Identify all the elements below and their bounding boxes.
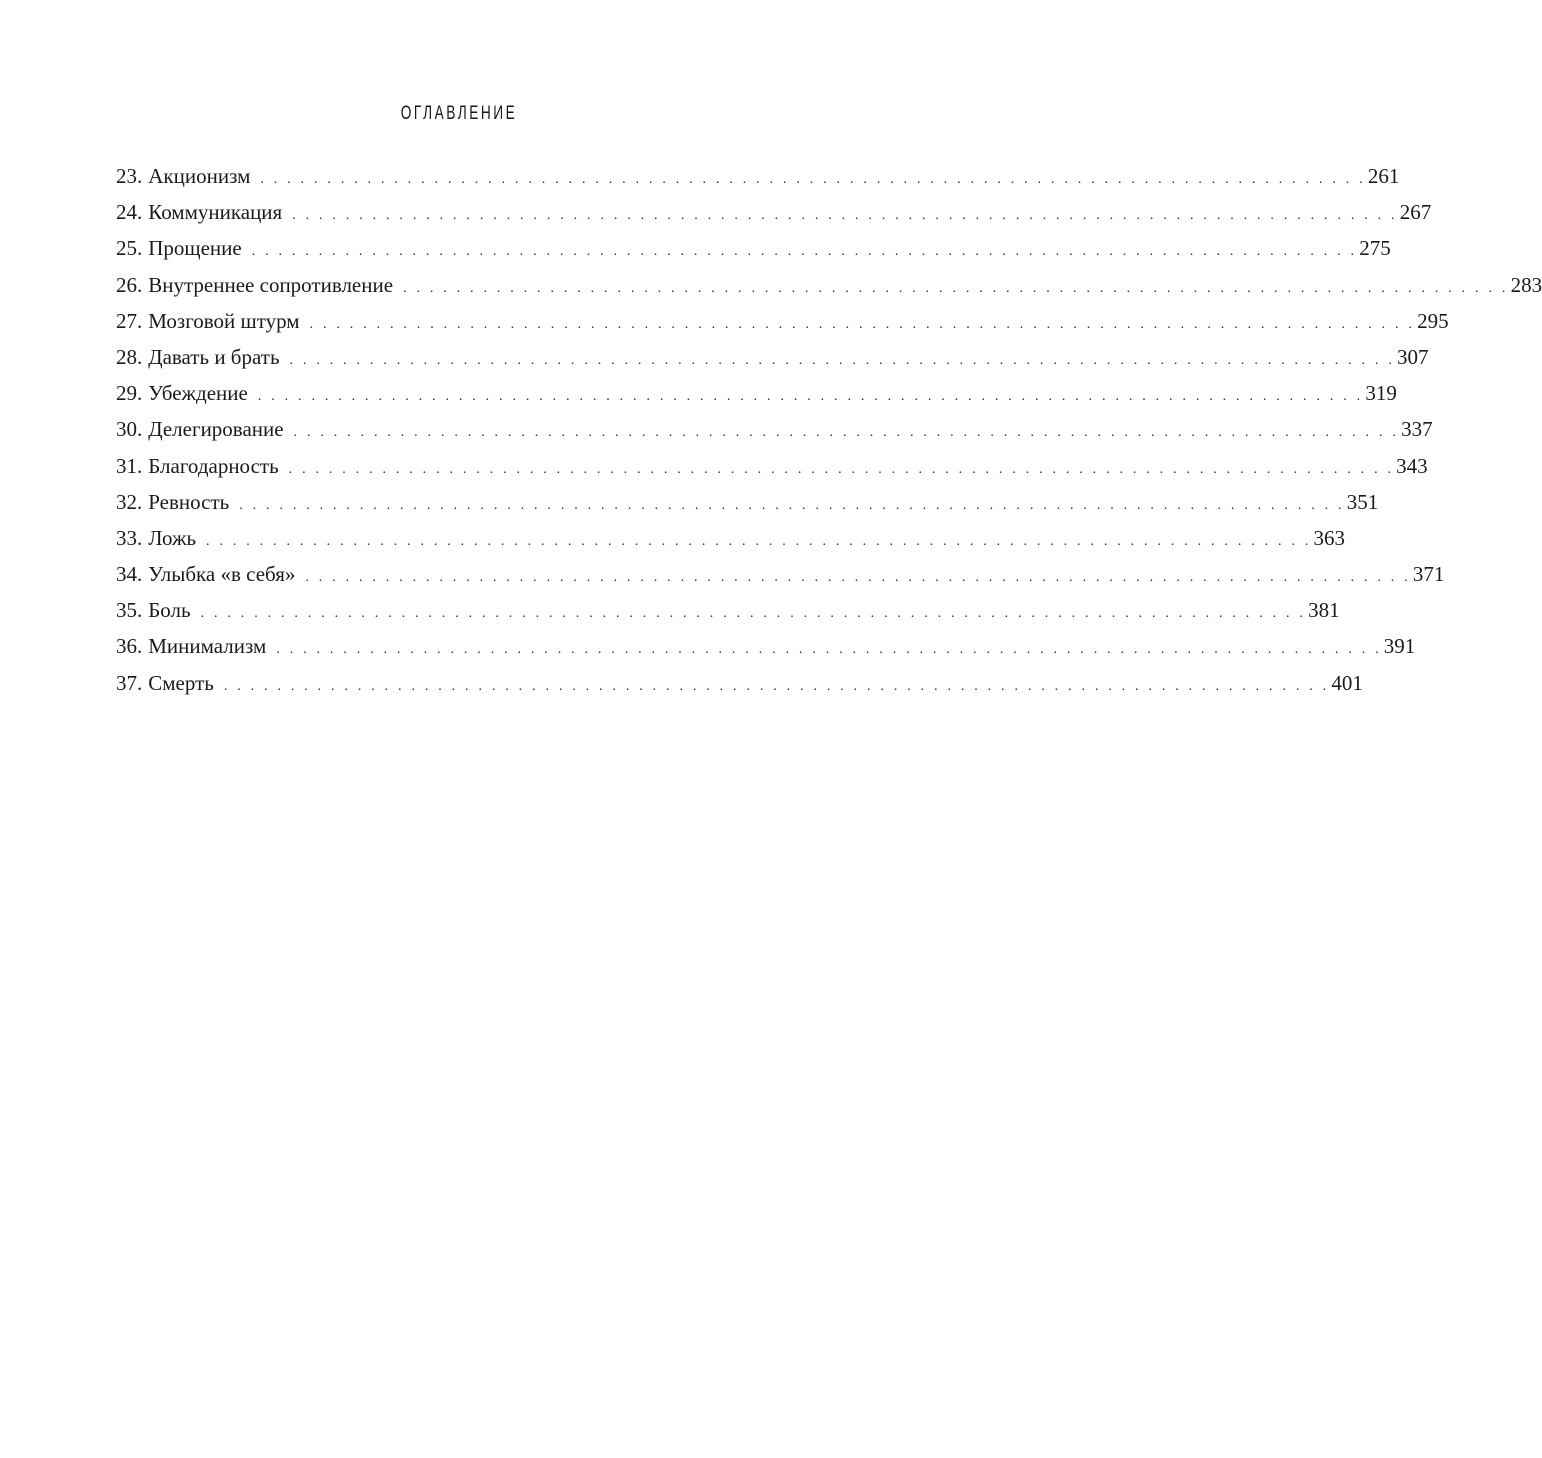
page-number: 295 [1417, 308, 1449, 333]
chapter-title: Убеждение [148, 381, 248, 406]
chapter-title: Акционизм [148, 164, 251, 188]
page-number: 283 [1510, 272, 1542, 297]
chapter-number: 27. [116, 308, 143, 333]
chapter-number: 30. [116, 417, 143, 442]
chapter-number: 28. [116, 344, 143, 369]
chapter-number: 36. [116, 634, 143, 659]
chapter-title: Благодарность [148, 453, 279, 478]
dot-leader: . . . . . . . . . . . . . . . . . . . . . . . . . . . . . . . . . . . . . . . . . . . . . . . . . . . . . . . . . . . . . . . . . . . . . . . . . . . . . . . . . . . [276, 642, 1382, 658]
toc-entry [116, 269, 1542, 305]
dot-leader: . . . . . . . . . . . . . . . . . . . . . . . . . . . . . . . . . . . . . . . . . . . . . . . . . . . . . . . . . . . . . . . . . . . . . . . . . . . . . . . . . . . [293, 425, 1400, 441]
chapter-number: 35. [116, 598, 143, 623]
chapter-title: Боль [148, 598, 191, 623]
dot-leader: . . . . . . . . . . . . . . . . . . . . . . . . . . . . . . . . . . . . . . . . . . . . . . . . . . . . . . . . . . . . . . . . . . . . . . . . . . . . . . . . . . . [309, 316, 1416, 332]
page-number: 337 [1401, 417, 1433, 442]
page-number: 267 [1399, 200, 1432, 225]
chapter-title: Ложь [148, 525, 197, 550]
page-number: 351 [1346, 489, 1379, 514]
dot-leader: . . . . . . . . . . . . . . . . . . . . . . . . . . . . . . . . . . . . . . . . . . . . . . . . . . . . . . . . . . . . . . . . . . . . . . . . . . . . . . . . . . . [292, 208, 1398, 224]
chapter-title: Минимализм [148, 634, 267, 659]
chapter-number: 23. [116, 164, 143, 188]
toc-entry [116, 232, 1391, 268]
page-number: 371 [1412, 562, 1445, 587]
chapter-title: Улыбка «в себя» [148, 562, 296, 587]
dot-leader: . . . . . . . . . . . . . . . . . . . . . . . . . . . . . . . . . . . . . . . . . . . . . . . . . . . . . . . . . . . . . . . . . . . . . . . . . . . . . . . . . . . [260, 172, 1366, 187]
dot-leader: . . . . . . . . . . . . . . . . . . . . . . . . . . . . . . . . . . . . . . . . . . . . . . . . . . . . . . . . . . . . . . . . . . . . . . . . . . . . . . . . . . . [257, 389, 1364, 405]
chapter-number: 29. [116, 381, 143, 406]
dot-leader: . . . . . . . . . . . . . . . . . . . . . . . . . . . . . . . . . . . . . . . . . . . . . . . . . . . . . . . . . . . . . . . . . . . . . . . . . . . . . . . . . . . [206, 533, 1312, 549]
toc-entry [116, 558, 1445, 594]
toc-entry [116, 341, 1429, 377]
page-title: ОГЛАВЛЕНИЕ [400, 103, 518, 124]
chapter-number: 33. [116, 525, 143, 550]
dot-leader: . . . . . . . . . . . . . . . . . . . . . . . . . . . . . . . . . . . . . . . . . . . . . . . . . . . . . . . . . . . . . . . . . . . . . . . . . . . . . . . . . . . [289, 352, 1396, 368]
chapter-title: Внутреннее сопротивление [148, 272, 394, 297]
page-number: 319 [1365, 381, 1397, 406]
chapter-title: Мозговой штурм [148, 308, 300, 333]
toc-entry [116, 522, 1346, 558]
chapter-number: 34. [116, 562, 143, 587]
dot-leader: . . . . . . . . . . . . . . . . . . . . . . . . . . . . . . . . . . . . . . . . . . . . . . . . . . . . . . . . . . . . . . . . . . . . . . . . . . . . . . . . . . . [288, 461, 1395, 477]
chapter-number: 37. [116, 670, 143, 695]
chapter-title: Смерть [148, 670, 214, 695]
dot-leader: . . . . . . . . . . . . . . . . . . . . . . . . . . . . . . . . . . . . . . . . . . . . . . . . . . . . . . . . . . . . . . . . . . . . . . . . . . . . . . . . . . . [403, 280, 1509, 296]
chapter-number: 24. [116, 200, 143, 225]
toc-entry [116, 450, 1428, 486]
dot-leader: . . . . . . . . . . . . . . . . . . . . . . . . . . . . . . . . . . . . . . . . . . . . . . . . . . . . . . . . . . . . . . . . . . . . . . . . . . . . . . . . . . . [239, 497, 1345, 513]
dot-leader: . . . . . . . . . . . . . . . . . . . . . . . . . . . . . . . . . . . . . . . . . . . . . . . . . . . . . . . . . . . . . . . . . . . . . . . . . . . . . . . . . . . [200, 606, 1307, 622]
toc-entry [116, 667, 1363, 703]
toc-entry [116, 413, 1433, 449]
page-number: 307 [1397, 344, 1429, 369]
chapter-title: Делегирование [148, 417, 284, 442]
chapter-number: 31. [116, 453, 143, 478]
page-number: 363 [1313, 525, 1346, 550]
page-number: 401 [1331, 670, 1363, 695]
page-number: 261 [1367, 164, 1400, 188]
table-of-contents [116, 160, 1542, 703]
chapter-title: Прощение [148, 236, 242, 261]
toc-entry [116, 377, 1397, 413]
page-number: 381 [1308, 598, 1340, 623]
chapter-title: Давать и брать [148, 344, 280, 369]
chapter-number: 25. [116, 236, 143, 261]
chapter-number: 32. [116, 489, 143, 514]
toc-entry [116, 160, 1400, 196]
dot-leader: . . . . . . . . . . . . . . . . . . . . . . . . . . . . . . . . . . . . . . . . . . . . . . . . . . . . . . . . . . . . . . . . . . . . . . . . . . . . . . . . . . . [305, 570, 1411, 586]
toc-entry [116, 305, 1449, 341]
page-number: 343 [1396, 453, 1428, 478]
chapter-title: Коммуникация [148, 200, 283, 225]
page-number: 391 [1383, 634, 1416, 659]
toc-entry [116, 594, 1340, 630]
toc-entry [116, 630, 1416, 666]
chapter-title: Ревность [148, 489, 230, 514]
dot-leader: . . . . . . . . . . . . . . . . . . . . . . . . . . . . . . . . . . . . . . . . . . . . . . . . . . . . . . . . . . . . . . . . . . . . . . . . . . . . . . . . . . . [223, 678, 1330, 694]
chapter-number: 26. [116, 272, 143, 297]
toc-entry [116, 486, 1379, 522]
page-number: 275 [1359, 236, 1391, 261]
toc-entry [116, 196, 1432, 232]
dot-leader: . . . . . . . . . . . . . . . . . . . . . . . . . . . . . . . . . . . . . . . . . . . . . . . . . . . . . . . . . . . . . . . . . . . . . . . . . . . . . . . . . . . [251, 244, 1358, 260]
